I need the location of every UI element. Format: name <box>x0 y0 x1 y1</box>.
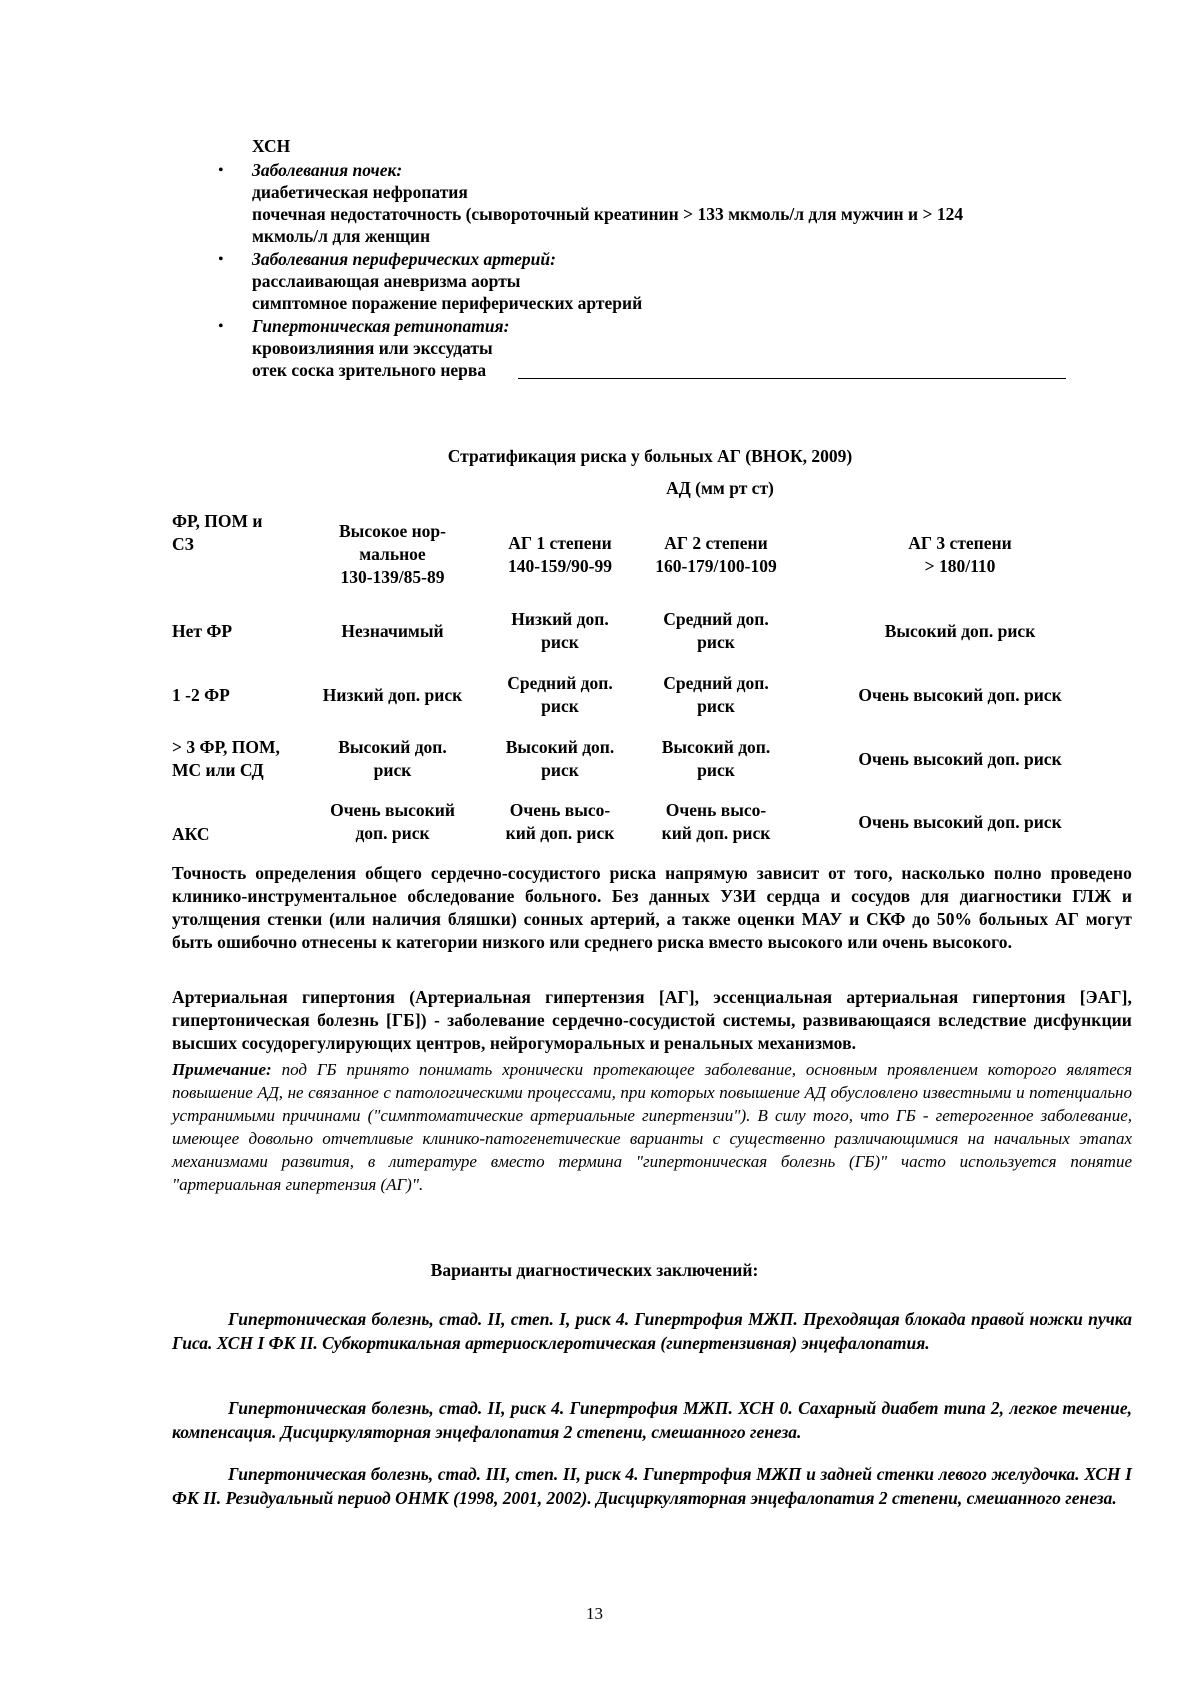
table-cell <box>636 608 796 654</box>
row-label-line: МС или СД <box>172 760 264 780</box>
table-cell <box>305 799 480 845</box>
cell-line: Очень высокий доп. риск <box>858 812 1062 832</box>
cell-line: риск <box>541 696 579 716</box>
row-label-line: Нет ФР <box>172 621 233 641</box>
cell-line: Очень высокий доп. риск <box>858 749 1062 769</box>
table-cell <box>305 684 480 707</box>
list-item: кровоизлияния или экссудаты <box>252 338 493 358</box>
row-label-line: АКС <box>172 824 210 844</box>
list-continuation: ХСН <box>252 136 291 156</box>
diagnosis-text: Гипертоническая болезнь, стад. III, степ. II, риск 4. Гипертрофия МЖП и задней стенки левого желудочка. ХСН I ФК II. Резидуальный период ОНМК (1998, 2001, 2002). Дисциркуляторная энцефалопатия 2 степени, смешанного генеза. <box>172 1464 1132 1508</box>
table-cell <box>830 811 1090 834</box>
cell-line: Очень высокий <box>330 800 455 820</box>
cell-line: Высокий доп. <box>338 737 447 757</box>
table-cell <box>830 684 1090 707</box>
table-cell <box>490 799 630 845</box>
header-line: > 180/110 <box>924 556 996 576</box>
table-cell <box>490 672 630 718</box>
row-label-line: 1 -2 ФР <box>172 685 230 705</box>
row-label <box>172 736 312 782</box>
list-item: мкмоль/л для женщин <box>252 226 431 246</box>
diagnosis-item <box>172 1396 1132 1444</box>
row-label-line: > 3 ФР, ПОМ, <box>172 737 280 757</box>
diagnosis-text: Гипертоническая болезнь, стад. II, степ. I, риск 4. Гипертрофия МЖП. Преходящая блокада правой ножки пучка Гиса. ХСН I ФК II. Субкортикальная артериосклеротическая (гипертензивная) энцефалопатия. <box>172 1309 1132 1353</box>
cell-line: Очень высо- <box>509 800 611 820</box>
header-line: Высокое нор- <box>339 521 446 541</box>
cell-line: Низкий доп. <box>511 609 609 629</box>
paragraph-note <box>172 1058 1132 1196</box>
cell-line: Высокий доп. риск <box>884 621 1036 641</box>
cell-line: Очень высо- <box>665 800 767 820</box>
list-heading-arteries: Заболевания периферических артерий: <box>252 249 556 269</box>
col-header-ag1 <box>490 532 630 578</box>
table-cell <box>830 620 1090 643</box>
header-line: АГ 3 степени <box>908 533 1012 553</box>
row-label <box>172 620 312 643</box>
cell-line: Незначимый <box>341 621 444 641</box>
table-cell <box>636 736 796 782</box>
table-cell <box>490 608 630 654</box>
list-heading-kidney: Заболевания почек: <box>252 160 403 180</box>
list-item: отек соска зрительного нерва <box>252 360 487 380</box>
bullet: • <box>218 318 224 335</box>
header-line: АГ 1 степени <box>508 533 612 553</box>
row-label <box>172 823 312 846</box>
table-cell <box>305 620 480 643</box>
table-cell <box>305 736 480 782</box>
col-header-high-normal <box>310 520 475 589</box>
cell-line: Очень высокий доп. риск <box>858 685 1062 705</box>
header-line: 140-159/90-99 <box>507 556 613 576</box>
table-cell <box>636 672 796 718</box>
col-header-ag3 <box>830 532 1090 578</box>
list-item: почечная недостаточность (сывороточный креатинин > 133 мкмоль/л для мужчин и > 124 <box>252 204 964 224</box>
note-text: под ГБ принято понимать хронически протекающее заболевание, основным проявлением которого являтеся повышение АД, не связанное с патологическими процессами, при которых повышение АД обусловлено известными и потенциально устранимыми причинами ("симптоматические артериальные гипертензии"). В силу того, что ГБ - гетерогенное заболевание, имеющее довольно отчетливые клинико-патогенетические варианты с существенно различающимися на начальных этапах механизмами развития, в литературе вместо термина "гипертоническая болезнь (ГБ)" часто используется понятие "артериальная гипертензия (АГ)". <box>172 1060 1132 1194</box>
cell-line: риск <box>541 632 579 652</box>
table-cell <box>636 799 796 845</box>
header-line: мальное <box>359 544 426 564</box>
diagnosis-item <box>172 1462 1132 1510</box>
table-title: Стратификация риска у больных АГ (ВНОК, 2009) <box>447 446 853 466</box>
diagnosis-item <box>172 1307 1132 1355</box>
cell-line: риск <box>697 696 735 716</box>
col-header-risk-factors <box>172 510 312 556</box>
cell-line: риск <box>541 760 579 780</box>
cell-line: Средний доп. <box>507 673 613 693</box>
list-item: расслаивающая аневризма аорты <box>252 271 521 291</box>
diagnosis-text: Гипертоническая болезнь, стад. II, риск 4. Гипертрофия МЖП. ХСН 0. Сахарный диабет типа 2, легкое течение, компенсация. Дисциркуляторная энцефалопатия 2 степени, смешанного генеза. <box>172 1398 1132 1442</box>
cell-line: Средний доп. <box>663 673 769 693</box>
cell-line: Средний доп. <box>663 609 769 629</box>
cell-line: риск <box>373 760 412 780</box>
table-cell <box>490 736 630 782</box>
header-line: 160-179/100-109 <box>655 556 777 576</box>
cell-line: кий доп. риск <box>505 823 615 843</box>
bullet: • <box>218 251 224 268</box>
bullet: • <box>218 162 224 179</box>
cell-line: риск <box>697 632 735 652</box>
separator-rule <box>518 378 1066 379</box>
cell-line: Низкий доп. риск <box>322 685 463 705</box>
paragraph-accuracy: Точность определения общего сердечно-сосудистого риска напрямую зависит от того, насколько полно проведено клинико-инструментальное обследование больного. Без данных УЗИ сердца и сосудов для диагностики ГЛЖ и утолщения стенки (или наличия бляшки) сонных артерий, а также оценки МАУ и СКФ до 50% больных АГ могут быть ошибочно отнесены к категории низкого или среднего риска вместо высокого или очень высокого. <box>172 863 1132 952</box>
table-bp-header: АД (мм рт ст) <box>666 478 774 498</box>
paragraph-definition: Артериальная гипертония (Артериальная гипертензия [АГ], эссенциальная артериальная гипертония [ЭАГ], гипертоническая болезнь [ГБ]) - заболевание сердечно-сосудистой системы, развивающаяся вследствие дисфункции высших сосудорегулирующих центров, нейрогуморальных и ренальных механизмов. <box>172 987 1132 1053</box>
row-label <box>172 684 312 707</box>
col-header-ag2 <box>636 532 796 578</box>
header-line: 130-139/85-89 <box>340 567 445 587</box>
note-label: Примечание: <box>172 1060 272 1079</box>
cell-line: Высокий доп. <box>505 737 615 757</box>
cell-line: доп. риск <box>355 823 430 843</box>
diagnoses-title: Варианты диагностических заключений: <box>430 1260 759 1280</box>
list-heading-retinopathy: Гипертоническая ретинопатия: <box>252 316 510 336</box>
list-item: диабетическая нефропатия <box>252 182 468 202</box>
cell-line: Высокий доп. <box>661 737 771 757</box>
list-item: симптомное поражение периферических артерий <box>252 293 643 313</box>
cell-line: кий доп. риск <box>661 823 771 843</box>
header-line: ФР, ПОМ и <box>172 511 263 531</box>
page-number: 13 <box>586 1604 603 1623</box>
header-line: АГ 2 степени <box>664 533 768 553</box>
header-line: СЗ <box>172 534 194 554</box>
table-cell <box>830 748 1090 771</box>
cell-line: риск <box>697 760 735 780</box>
